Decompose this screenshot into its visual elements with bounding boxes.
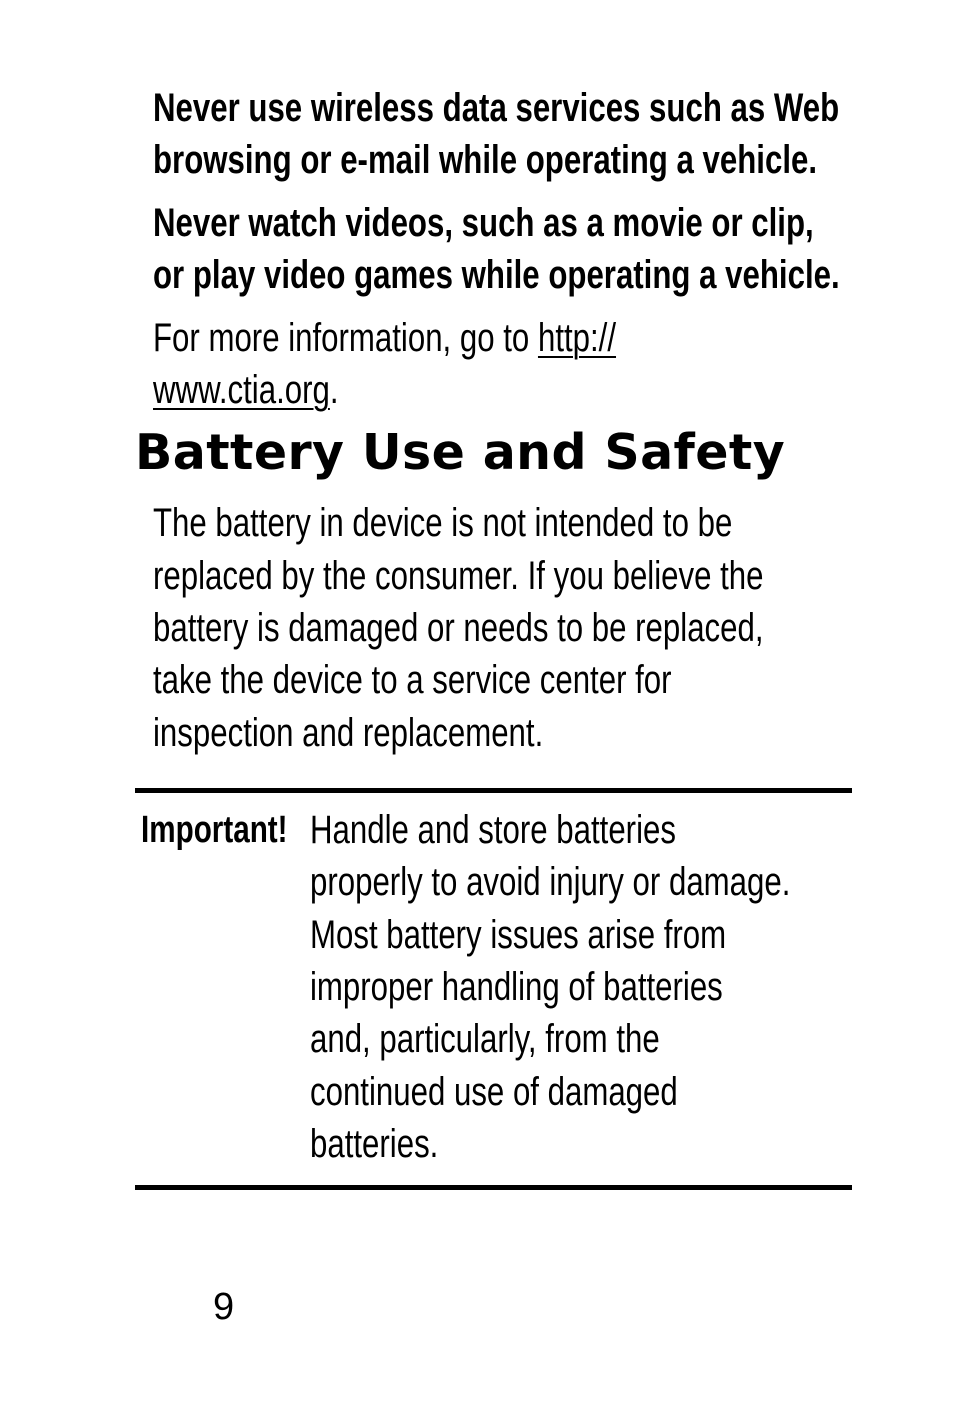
note-line-7: batteries.	[310, 1122, 439, 1166]
note-line-6: continued use of damaged	[310, 1070, 678, 1114]
ctia-link-part-2[interactable]: www.ctia.org	[153, 368, 330, 412]
info-line-2	[153, 364, 391, 416]
info-line-1	[153, 312, 747, 364]
note-line-2: properly to avoid injury or damage.	[310, 860, 791, 904]
section-body-line-1: The battery in device is not intended to be	[153, 501, 733, 545]
section-title: Battery Use and Safety	[135, 424, 786, 481]
section-body-line-2: replaced by the consumer. If you believe the	[153, 554, 764, 598]
warning-2-line-1: Never watch videos, such as a movie or clip,	[153, 201, 814, 245]
note-line-4: improper handling of batteries	[310, 965, 723, 1009]
note-bottom-rule	[135, 1185, 852, 1190]
warning-1-line-1: Never use wireless data services such as Web	[153, 86, 840, 130]
info-suffix: .	[329, 368, 339, 412]
section-body-line-5: inspection and replacement.	[153, 711, 544, 755]
note-line-5: and, particularly, from the	[310, 1017, 660, 1061]
note-top-rule	[135, 788, 852, 793]
note-label: Important!	[141, 809, 288, 851]
section-body-line-3: battery is damaged or needs to be replaced,	[153, 606, 764, 650]
warning-1-line-2: browsing or e-mail while operating a vehicle.	[153, 138, 818, 182]
info-prefix: For more information, go to	[153, 316, 538, 360]
ctia-link-part-1[interactable]: http://	[537, 316, 617, 360]
page-number: 9	[213, 1286, 235, 1328]
note-line-1: Handle and store batteries	[310, 808, 676, 852]
section-body-line-4: take the device to a service center for	[153, 658, 672, 702]
note-line-3: Most battery issues arise from	[310, 913, 727, 957]
warning-2-line-2: or play video games while operating a vehicle.	[153, 253, 840, 297]
